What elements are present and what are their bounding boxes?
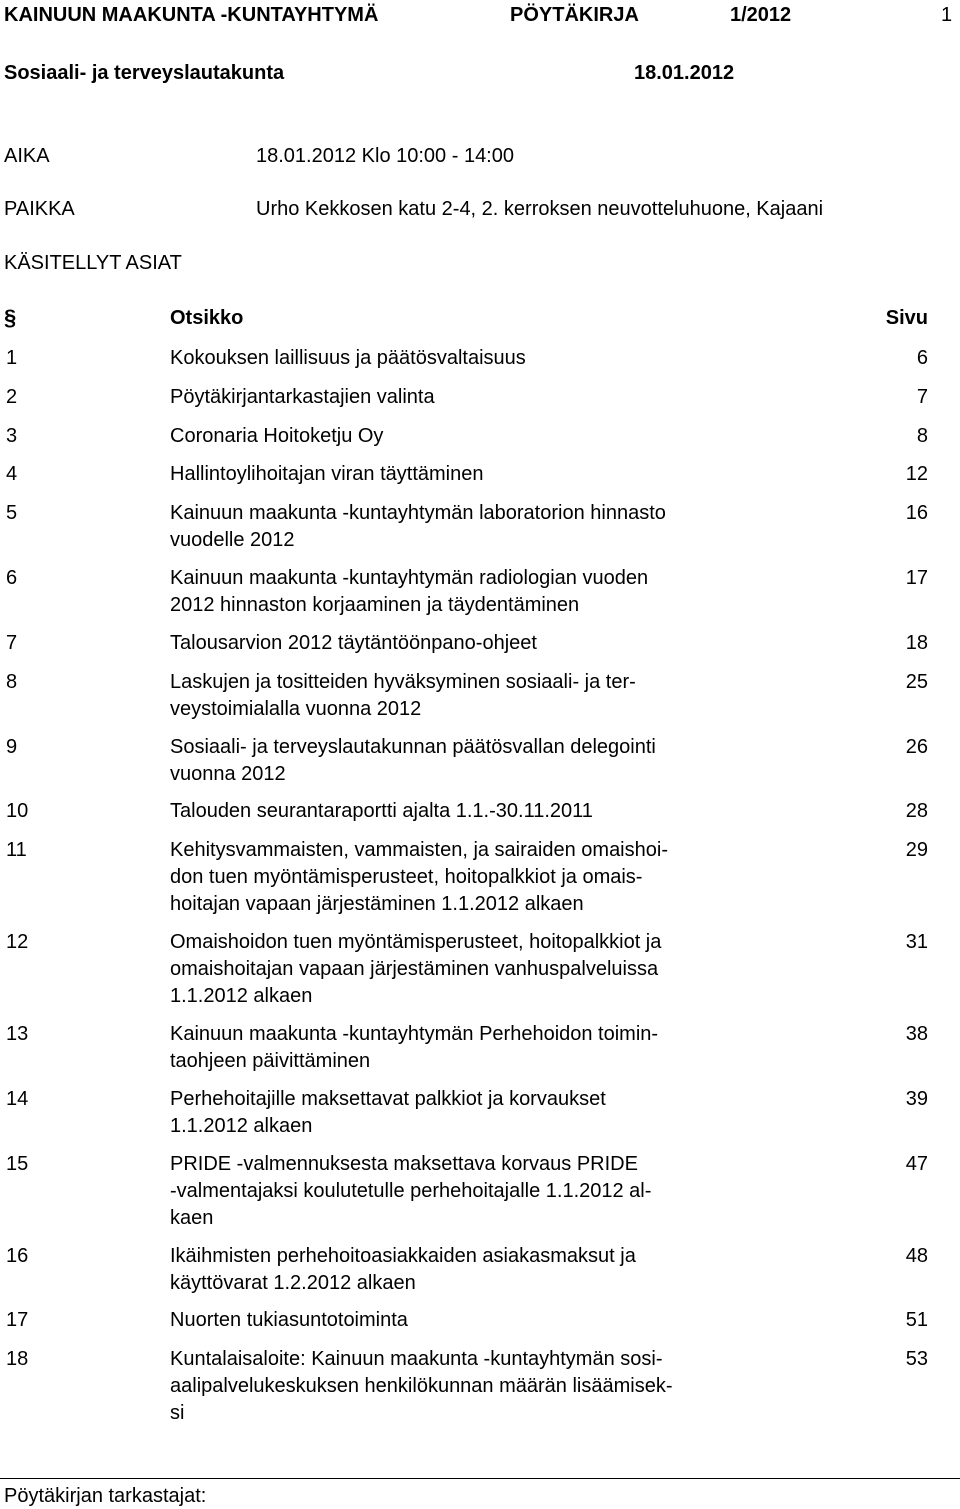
agenda-item-title-line: kaen [170,1207,214,1229]
agenda-item-number: 16 [6,1245,29,1267]
agenda-item-number: 10 [6,800,29,822]
agenda-item-title-line: -valmentajaksi koulutetulle perhehoitajalle 1.1.2012 al- [170,1180,652,1202]
board-name: Sosiaali- ja terveyslautakunta [4,62,285,84]
footer-divider [0,1478,960,1479]
agenda-item-number: 17 [6,1309,29,1331]
agenda-item-number: 9 [6,736,18,758]
agenda-item-title [170,1021,658,1075]
agenda-item-page: 6 [916,347,928,369]
checkers-label: Pöytäkirjan tarkastajat: [4,1485,207,1507]
agenda-item-title-line: Kuntalaisaloite: Kainuun maakunta -kuntayhtymän sosi- [170,1348,663,1370]
place-value: Urho Kekkosen katu 2-4, 2. kerroksen neuvotteluhuone, Kajaani [256,198,824,220]
document-type: PÖYTÄKIRJA [510,4,639,26]
agenda-item-title-line: hoitajan vapaan järjestäminen 1.1.2012 alkaen [170,893,584,915]
agenda-item-title-line: 1.1.2012 alkaen [170,1115,313,1137]
agenda-item-page: 38 [905,1023,928,1045]
column-page-header: Sivu [885,307,928,329]
agenda-item-title [170,461,484,488]
agenda-item-title-line: don tuen myöntämisperusteet, hoitopalkkiot ja omais- [170,866,643,888]
agenda-item-number: 7 [6,632,18,654]
agenda-item-title-line: 1.1.2012 alkaen [170,985,313,1007]
agenda-item-title-line: Laskujen ja tositteiden hyväksyminen sosiaali- ja ter- [170,671,636,693]
agenda-item-title-line: Talousarvion 2012 täytäntöönpano-ohjeet [170,632,537,654]
section-title: KÄSITELLYT ASIAT [4,252,182,274]
agenda-item-title-line: vuodelle 2012 [170,529,295,551]
agenda-item-title-line: Kainuun maakunta -kuntayhtymän laboratorion hinnasto [170,502,666,524]
agenda-item-title-line: veystoimialalla vuonna 2012 [170,698,422,720]
agenda-item-number: 12 [6,931,29,953]
agenda-item-page: 48 [905,1245,928,1267]
agenda-item-page: 26 [905,736,928,758]
agenda-item-number: 5 [6,502,18,524]
agenda-item-number: 3 [6,425,18,447]
agenda-item-number: 14 [6,1088,29,1110]
agenda-item-title [170,734,656,788]
agenda-item-title-line: aalipalvelukeskuksen henkilökunnan määrän lisäämisek- [170,1375,673,1397]
agenda-item-number: 8 [6,671,18,693]
agenda-item-number: 1 [6,347,18,369]
agenda-item-page: 28 [905,800,928,822]
agenda-item-page: 47 [905,1153,928,1175]
agenda-item-page: 12 [905,463,928,485]
agenda-item-title-line: Kainuun maakunta -kuntayhtymän Perhehoidon toimin- [170,1023,659,1045]
agenda-item-number: 6 [6,567,18,589]
agenda-item-title [170,798,593,825]
agenda-item-title-line: Kehitysvammaisten, vammaisten, ja sairaiden omaishoi- [170,839,668,861]
agenda-item-title-line: Coronaria Hoitoketju Oy [170,425,384,447]
agenda-item-title-line: si [170,1402,185,1424]
agenda-item-title-line: Kokouksen laillisuus ja päätösvaltaisuus [170,347,526,369]
agenda-item-title-line: PRIDE -valmennuksesta maksettava korvaus PRIDE [170,1153,638,1175]
agenda-item-title [170,1151,651,1232]
agenda-item-title-line: 2012 hinnaston korjaaminen ja täydentäminen [170,594,580,616]
agenda-item-title-line: Omaishoidon tuen myöntämisperusteet, hoitopalkkiot ja [170,931,662,953]
place-label: PAIKKA [4,198,75,220]
agenda-item-title-line: Perhehoitajille maksettavat palkkiot ja korvaukset [170,1088,606,1110]
agenda-item-page: 51 [905,1309,928,1331]
agenda-item-title-line: käyttövarat 1.2.2012 alkaen [170,1272,416,1294]
agenda-item-title [170,669,636,723]
agenda-item-title-line: Sosiaali- ja terveyslautakunnan päätösvallan delegointi [170,736,656,758]
agenda-item-title [170,500,666,554]
agenda-item-page: 53 [905,1348,928,1370]
agenda-item-title-line: Ikäihmisten perhehoitoasiakkaiden asiakasmaksut ja [170,1245,636,1267]
agenda-item-title [170,837,668,918]
agenda-item-page: 17 [905,567,928,589]
agenda-item-page: 31 [905,931,928,953]
agenda-item-title-line: Pöytäkirjantarkastajien valinta [170,386,435,408]
document-number: 1/2012 [730,4,792,26]
agenda-item-title [170,1307,408,1334]
agenda-item-page: 29 [905,839,928,861]
section-mark: § [4,305,17,330]
agenda-item-page: 7 [916,386,928,408]
agenda-item-number: 11 [6,839,27,861]
agenda-item-title [170,384,435,411]
agenda-item-number: 4 [6,463,18,485]
agenda-item-title-line: Talouden seurantaraportti ajalta 1.1.-30.11.2011 [170,800,593,822]
agenda-item-page: 18 [905,632,928,654]
meeting-date: 18.01.2012 [634,62,735,84]
agenda-item-title-line: Kainuun maakunta -kuntayhtymän radiologian vuoden [170,567,649,589]
agenda-item-title-line: taohjeen päivittäminen [170,1050,371,1072]
agenda-item-title-line: vuonna 2012 [170,763,286,785]
organization-name: KAINUUN MAAKUNTA -KUNTAYHTYMÄ [4,4,379,26]
agenda-item-title [170,345,526,372]
agenda-item-page: 8 [916,425,928,447]
agenda-item-number: 13 [6,1023,29,1045]
agenda-item-page: 39 [905,1088,928,1110]
page-number: 1 [941,4,953,26]
agenda-item-title-line: Hallintoylihoitajan viran täyttäminen [170,463,484,485]
agenda-item-title [170,1346,673,1427]
time-label: AIKA [4,145,50,167]
agenda-item-number: 18 [6,1348,29,1370]
agenda-item-title [170,630,537,657]
agenda-item-page: 16 [905,502,928,524]
agenda-item-title [170,565,648,619]
agenda-item-title [170,1243,636,1297]
agenda-item-page: 25 [905,671,928,693]
column-title-header: Otsikko [170,307,244,329]
agenda-item-title [170,1086,606,1140]
time-value: 18.01.2012 Klo 10:00 - 14:00 [256,145,514,167]
agenda-item-title [170,423,383,450]
agenda-item-title [170,929,661,1010]
agenda-item-number: 15 [6,1153,29,1175]
agenda-item-title-line: Nuorten tukiasuntotoiminta [170,1309,408,1331]
agenda-item-number: 2 [6,386,18,408]
agenda-item-title-line: omaishoitajan vapaan järjestäminen vanhuspalveluissa [170,958,659,980]
